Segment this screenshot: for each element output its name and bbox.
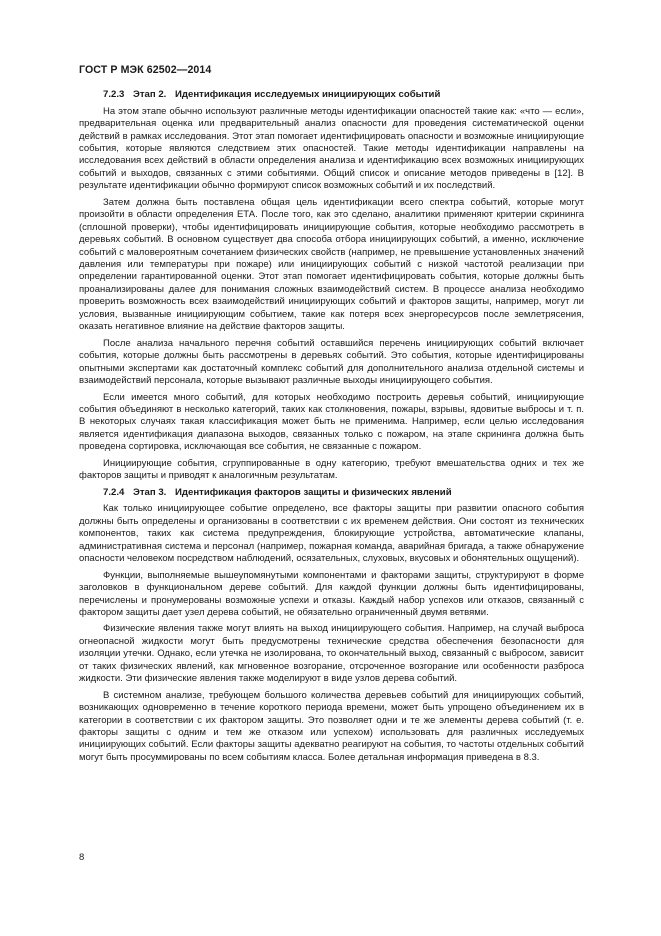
paragraph: Затем должна быть поставлена общая цель идентификации всего спектра событий, которые могут произойти в области определения ЕТА. После того, как это сделано, аналитики применяют критерии скрининга (сплошной проверки), чтобы идентифицировать инициирующие события, которые необходимо рассмотреть в деревьях событий. В основном существует два способа отбора инициирующих событий, а именно, исключение событий с маловероятным сочетанием физических свойств (например, не превышение установленных значений давления или температуры при пожаре) или инициирующих событий с низкой частотой реализации при определении гарантированной оценки. Этот этап помогает идентифицировать события, которые должны быть проанализированы далее для понимания сложных взаимодействий систем. В процессе анализа необходимо проверить возможность всех взаимодействий инициирующих событий и факторов защиты, например, могут ли условия, вызванные инициирующим событием, такие как потеря всех энергоресурсов после землетрясения, оказать негативное влияние на действие факторов защиты. bbox=[79, 196, 584, 333]
paragraph: Физические явления также могут влиять на выход инициирующего события. Например, на случай выброса огнеопасной жидкости могут быть предусмотрены технические средства обеспечения безопасности для изоляции утечки. Однако, если утечка не изолирована, то окончательный выход, связанный с выбросом, зависит от таких физических явлений, как мгновенное возгорание, отсроченное возгорание или особенности разброса жидкости. Эти физические явления также моделируют в виде узлов дерева событий. bbox=[79, 623, 584, 685]
paragraph: Инициирующие события, сгруппированные в одну категорию, требуют вмешательства одних и тех же факторов защиты и приводят к аналогичным результатам. bbox=[79, 457, 584, 482]
section-7-2-3-title bbox=[79, 89, 584, 102]
document-page bbox=[79, 64, 584, 768]
paragraph: В системном анализе, требующем большого количества деревьев событий для инициирующих событий, возникающих одновременно в течение короткого периода времени, может быть упрощено объединением их в категории в соответствии с их фактором защиты. Это позволяет одни и те же элементы дерева событий (т. е. факторы защиты с одним и тем же отказом или успехом) использовать для различных исследуемых инициирующих событий. Если факторы защиты адекватно реагируют на события, то частоты отдельных событий могут быть просуммированы по всем событиям класса. Более детальная информация приведена в 8.3. bbox=[79, 689, 584, 763]
paragraph: Как только инициирующее событие определено, все факторы защиты при развитии опасного события должны быть определены и организованы в соответствии с их временем действия. Они состоят из технических компонентов, таких как система предупреждения, блокирующие устройства, автоматические клапаны, административная система и персонал (например, пожарная команда, аварийная бригада, а также обнаружение опасности человеком посредством наблюдений, осязательных, слуховых, вкусовых и обонятельных ощущений). bbox=[79, 503, 584, 565]
section-heading-text: Идентификация исследуемых инициирующих событий bbox=[175, 89, 441, 100]
section-number: 7.2.3 bbox=[103, 89, 125, 100]
section-stage: Этап 3. bbox=[133, 486, 167, 498]
paragraph: Если имеется много событий, для которых необходимо построить деревья событий, инициирующие события объединяют в несколько категорий, таких как столкновения, пожары, взрывы, ядовитые выбросы и т. п. В некоторых случаях такая классификация может быть не применима. Например, если целью исследования является идентификация диапазона выходов, связанных только с пожаром, на этапе скрининга должна быть проведена сортировка, исключающая все события, не связанные с пожаром. bbox=[79, 391, 584, 453]
paragraph: Функции, выполняемые вышеупомянутыми компонентами и факторами защиты, структурируют в форме заголовков в функциональном дереве событий. Для каждой функции должны быть идентифицированы, перечислены и пронумерованы возможные успехи и отказы. Каждый набор успехов или отказов, связанный с фактором защиты дает узел дерева событий, не обязательно ограниченный двумя ветвями. bbox=[79, 569, 584, 618]
section-number: 7.2.4 bbox=[103, 486, 125, 498]
page-number: 8 bbox=[79, 852, 85, 863]
paragraph: На этом этапе обычно используют различные методы идентификации опасностей такие как: «что — если», предварительная оценка или предварительный анализ опасности для проведения систематической оценки действий в рамках исследования. Этот этап помогает идентифицировать опасности и возможные инициирующие события, которые являются следствием этих опасностей. Такие методы идентификации направлены на исследования всех действий в области определения анализа и идентификацию всех возможных инициирующих событий и выходов, связанных с этими событиями. Общий список и описание методов приведены в [12]. В результате идентификации обычно формируют список возможных событий и их последствий. bbox=[79, 105, 584, 192]
section-heading-text: Идентификация факторов защиты и физических явлений bbox=[175, 486, 452, 498]
section-stage: Этап 2. bbox=[133, 89, 167, 100]
paragraph: После анализа начального перечня событий оставшийся перечень инициирующих событий включает события, которые должны быть рассмотрены в деревьях событий. Это события, которые идентифицированы опытными экспертами как достаточный комплекс событий для дополнительного анализа отдельной системы и взаимодействий персонала, которые вызывают различные выходы инициирующего события. bbox=[79, 337, 584, 387]
document-header: ГОСТ Р МЭК 62502—2014 bbox=[79, 64, 212, 76]
section-7-2-4-title bbox=[79, 487, 584, 500]
